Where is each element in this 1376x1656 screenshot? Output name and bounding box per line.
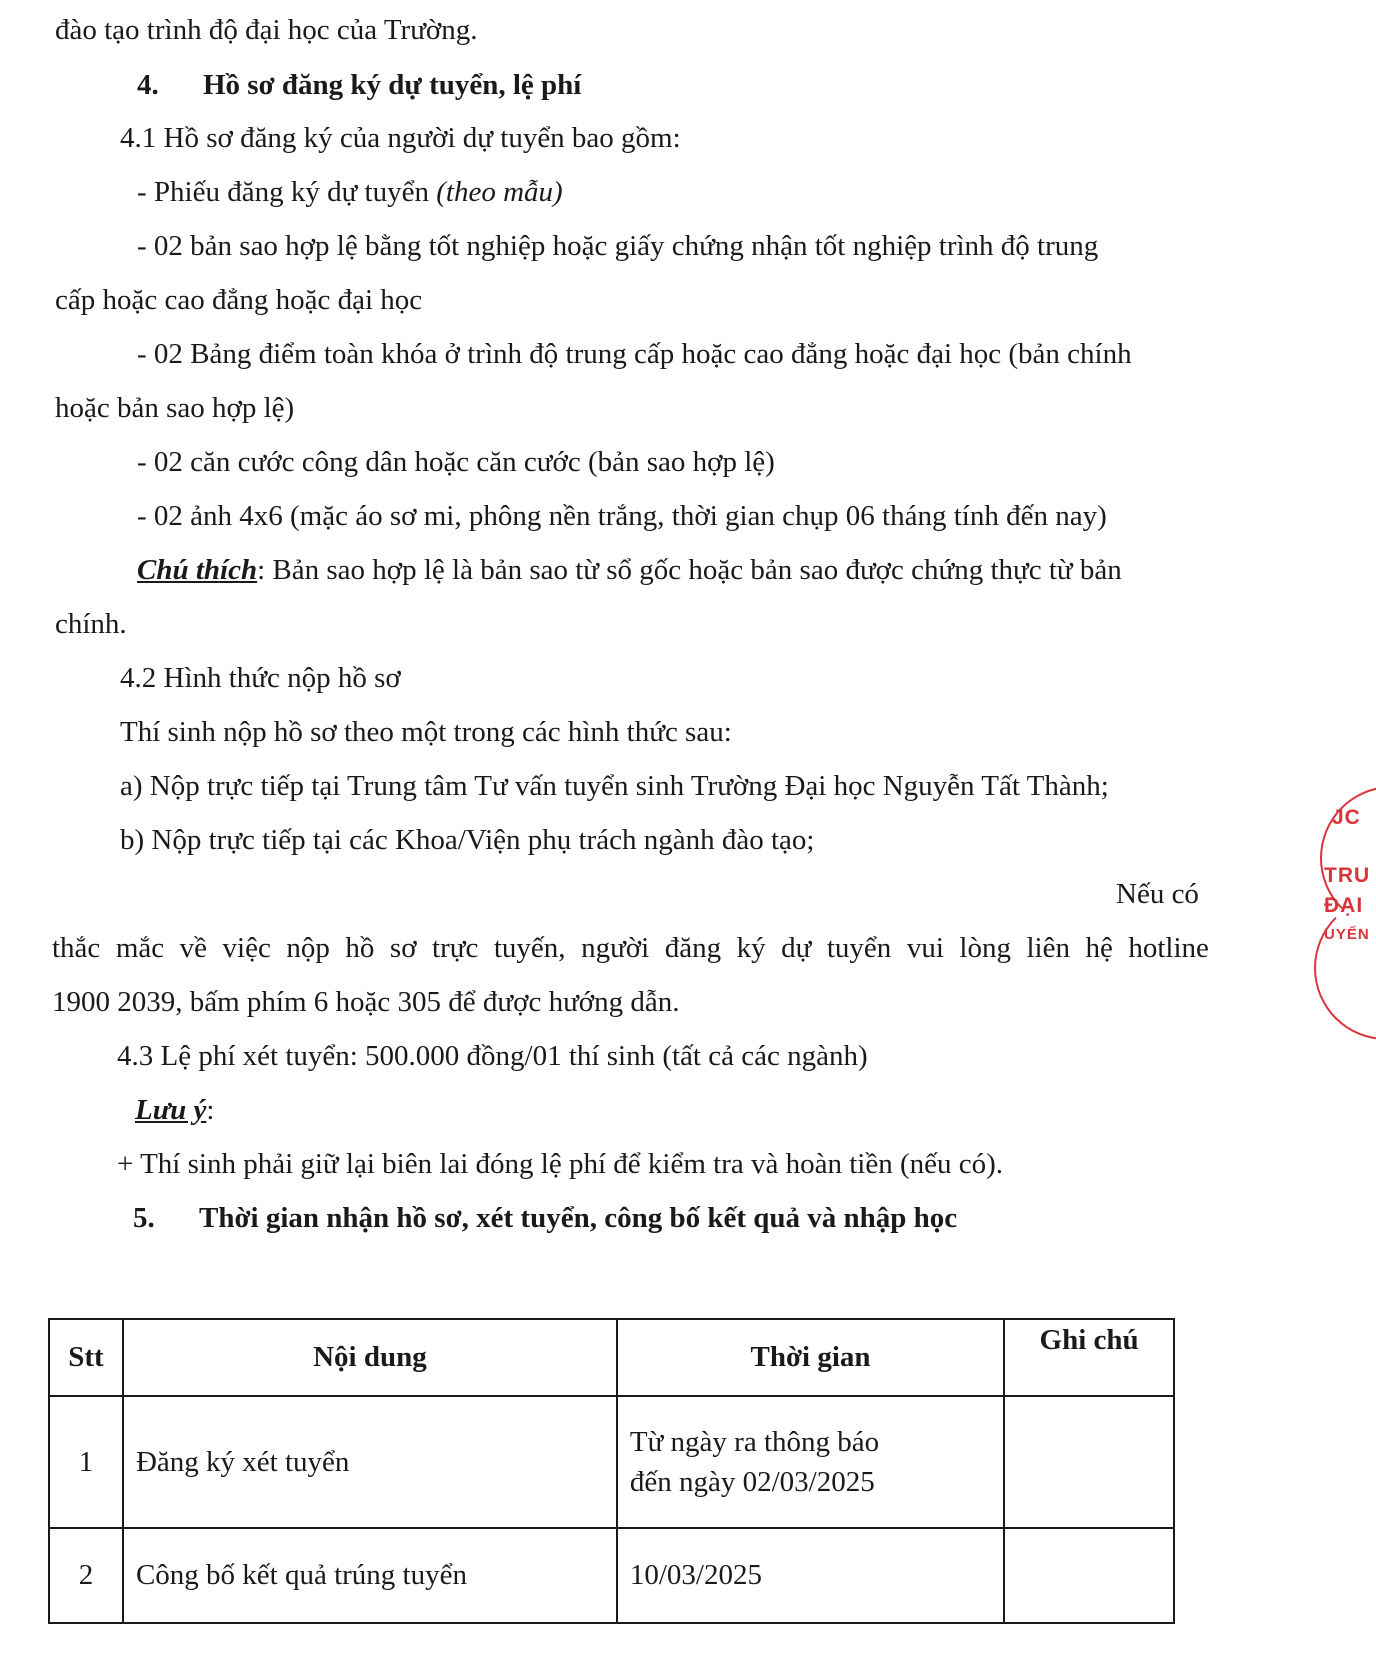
section-number: 4. (137, 69, 159, 101)
requirement-item-continuation: hoặc bản sao hợp lệ) (55, 392, 295, 424)
contact-word: mắc (115, 932, 165, 964)
seal-text: UYẾN (1324, 926, 1370, 943)
contact-line (52, 930, 1209, 966)
contact-word: việc (222, 932, 271, 964)
contact-word: dự (781, 932, 812, 964)
time-line: Từ ngày ra thông báo (629, 1426, 880, 1458)
seal-text: ĐẠI (1324, 894, 1364, 917)
continuation-line: đào tạo trình độ đại học của Trường. (55, 14, 478, 46)
section-title: Hồ sơ đăng ký dự tuyển, lệ phí (203, 69, 582, 101)
contact-word: liên (1026, 932, 1070, 964)
contact-word: người (581, 932, 650, 964)
seal-text: TRU (1324, 864, 1371, 887)
requirement-item: - 02 bản sao hợp lệ bằng tốt nghiệp hoặc giấy chứng nhận tốt nghiệp trình độ trung (137, 230, 1099, 262)
contact-word: đăng (664, 932, 722, 964)
requirement-item: - 02 ảnh 4x6 (mặc áo sơ mi, phông nền trắng, thời gian chụp 06 tháng tính đến nay) (137, 500, 1107, 532)
subsection-4-1-title: 4.1 Hồ sơ đăng ký của người dự tuyển bao gồm: (120, 122, 681, 154)
note-text: : Bản sao hợp lệ là bản sao từ sổ gốc hoặc bản sao được chứng thực từ bản (257, 554, 1122, 586)
section-4-heading (137, 67, 581, 103)
note-label: Chú thích (137, 554, 258, 586)
section-number: 5. (133, 1202, 155, 1234)
submission-option-b: b) Nộp trực tiếp tại các Khoa/Viện phụ trách ngành đào tạo; (120, 824, 815, 856)
submission-intro: Thí sinh nộp hồ sơ theo một trong các hình thức sau: (120, 716, 732, 748)
cell-content: Công bố kết quả trúng tuyển (123, 1528, 617, 1623)
contact-word: lòng (959, 932, 1011, 964)
fee-line: 4.3 Lệ phí xét tuyển: 500.000 đồng/01 thí sinh (tất cả các ngành) (117, 1040, 868, 1072)
contact-start: Nếu có (1116, 878, 1199, 910)
subsection-4-2-title: 4.2 Hình thức nộp hồ sơ (120, 662, 401, 694)
cell-time (617, 1396, 1004, 1528)
requirement-item-continuation: cấp hoặc cao đẳng hoặc đại học (55, 284, 423, 316)
time-line: đến ngày 02/03/2025 (629, 1466, 875, 1498)
reminder-colon: : (206, 1094, 215, 1126)
contact-word: nộp (286, 932, 330, 964)
contact-word: tuyển (826, 932, 892, 964)
contact-line-end: 1900 2039, bấm phím 6 hoặc 305 để được hướng dẫn. (52, 986, 680, 1018)
submission-option-a: a) Nộp trực tiếp tại Trung tâm Tư vấn tuyển sinh Trường Đại học Nguyễn Tất Thành; (120, 770, 1109, 802)
header-content: Nội dung (123, 1319, 617, 1396)
contact-word: thắc (52, 932, 101, 964)
table-header-row (49, 1319, 1174, 1396)
header-stt: Stt (49, 1319, 123, 1396)
section-title: Thời gian nhận hồ sơ, xét tuyển, công bố kết quả và nhập học (199, 1202, 958, 1234)
header-time: Thời gian (617, 1319, 1004, 1396)
section-5-heading (133, 1200, 957, 1236)
reminder-label-line (135, 1092, 214, 1128)
table-row (49, 1528, 1174, 1623)
official-seal-fragment (1310, 786, 1376, 1046)
cell-stt: 1 (49, 1396, 123, 1528)
contact-word: ký (736, 932, 766, 964)
contact-word: về (179, 932, 208, 964)
contact-word: trực (432, 932, 479, 964)
contact-word: hotline (1128, 932, 1209, 964)
contact-word: tuyến, (493, 932, 566, 964)
contact-word: vui (906, 932, 944, 964)
note-continuation: chính. (55, 608, 127, 640)
seal-text: JC (1332, 806, 1361, 829)
cell-time: 10/03/2025 (617, 1528, 1004, 1623)
requirement-text: - Phiếu đăng ký dự tuyển (137, 176, 437, 208)
table-row (49, 1396, 1174, 1528)
cell-note (1004, 1528, 1174, 1623)
requirement-italic-note: (theo mẫu) (436, 176, 563, 208)
cell-note (1004, 1396, 1174, 1528)
header-note: Ghi chú (1004, 1319, 1174, 1396)
cell-stt: 2 (49, 1528, 123, 1623)
requirement-item (137, 174, 563, 210)
reminder-item: + Thí sinh phải giữ lại biên lai đóng lệ phí để kiểm tra và hoàn tiền (nếu có). (117, 1148, 1004, 1180)
cell-content: Đăng ký xét tuyển (123, 1396, 617, 1528)
note-paragraph (137, 552, 1122, 588)
reminder-label: Lưu ý (135, 1094, 207, 1126)
contact-word: sơ (389, 932, 417, 964)
requirement-item: - 02 căn cước công dân hoặc căn cước (bản sao hợp lệ) (137, 446, 775, 478)
requirement-item: - 02 Bảng điểm toàn khóa ở trình độ trung cấp hoặc cao đẳng hoặc đại học (bản chính (137, 338, 1132, 370)
schedule-table (48, 1318, 1175, 1624)
contact-word: hệ (1085, 932, 1113, 964)
contact-word: hồ (345, 932, 375, 964)
